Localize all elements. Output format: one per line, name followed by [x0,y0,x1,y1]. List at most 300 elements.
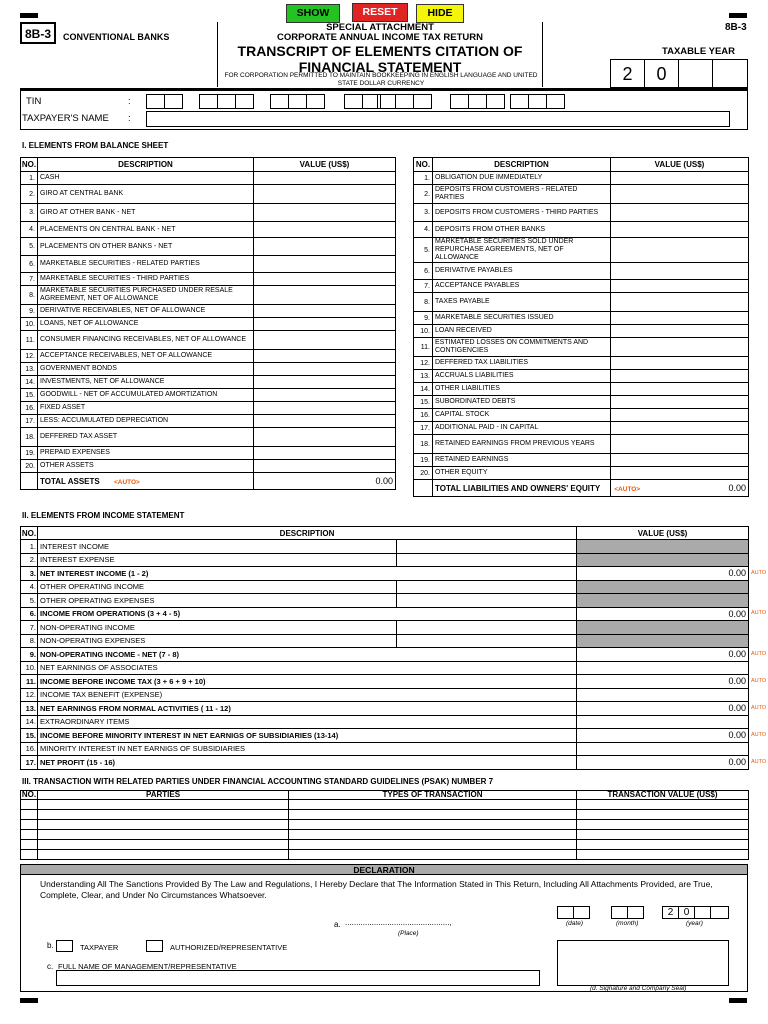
value-input[interactable] [611,338,749,357]
bank-type-label: CONVENTIONAL BANKS [63,32,170,42]
row-no: 3. [21,567,38,581]
row-description: ACCEPTANCE PAYABLES [433,280,611,293]
tin-digit-box[interactable] [413,94,432,109]
value-input[interactable] [397,634,577,648]
row-description: DEPOSITS FROM CUSTOMERS - THIRD PARTIES [433,204,611,222]
total-row [414,480,749,497]
transaction-value-input[interactable] [577,820,749,830]
tin-label: TIN [26,96,42,107]
total-label-text: TOTAL ASSETS [40,476,100,486]
row-description: NON-OPERATING INCOME - NET (7 - 8) [38,648,577,662]
row-description: LOAN RECEIVED [433,325,611,338]
row-no: 10. [21,318,38,331]
table-row [21,305,396,318]
table-row [21,172,396,185]
table-row [21,363,396,376]
row-no: 2. [414,185,433,204]
shaded-cell [577,621,749,635]
row-description: NON-OPERATING EXPENSES [38,634,397,648]
taxable-year-field[interactable] [610,59,748,88]
row-description: PREPAID EXPENSES [38,447,254,460]
table-row [414,409,749,422]
row-description: MARKETABLE SECURITIES - RELATED PARTIES [38,256,254,273]
row-no: 11. [21,675,38,689]
row-description: NON-OPERATING INCOME [38,621,397,635]
transaction-value-input[interactable] [577,830,749,840]
row-no: 4. [414,222,433,238]
table-row [21,580,749,594]
parties-input[interactable] [38,800,289,810]
table-row [21,634,749,648]
row-description: DEFFERED TAX ASSET [38,428,254,447]
year-digit[interactable] [678,59,713,88]
row-description: NET INTEREST INCOME (1 - 2) [38,567,577,581]
taxpayer-checkbox[interactable] [56,940,73,952]
table-row [21,553,749,567]
value-input[interactable] [254,318,396,331]
total-value: 0.00 [577,607,749,621]
value-input[interactable] [254,331,396,350]
parties-input[interactable] [38,850,289,860]
row-description: NET EARNINGS OF ASSOCIATES [38,661,577,675]
table-row [414,467,749,480]
value-input[interactable] [611,325,749,338]
total-value: 0.00 [254,473,396,490]
value-input[interactable] [611,383,749,396]
value-input[interactable] [254,238,396,256]
shaded-cell [577,580,749,594]
row-description: DEPOSITS FROM CUSTOMERS - RELATED PARTIES [433,185,611,204]
transaction-value-input[interactable] [577,810,749,820]
table-row [414,338,749,357]
table-row [21,742,749,756]
value-input[interactable] [611,454,749,467]
row-description: MARKETABLE SECURITIES - THIRD PARTIES [38,273,254,286]
year-digit[interactable] [710,906,729,919]
reset-button[interactable]: RESET [352,3,408,22]
value-input[interactable] [611,467,749,480]
year-digit[interactable] [712,59,748,88]
row-description: GOODWILL - NET OF ACCUMULATED AMORTIZATION [38,389,254,402]
tin-digit-box[interactable] [270,94,289,109]
row-no: 16. [21,402,38,415]
value-input[interactable] [254,428,396,447]
value-input[interactable] [611,280,749,293]
row-description: GIRO AT CENTRAL BANK [38,185,254,204]
value-input[interactable] [611,409,749,422]
row-description: LESS: ACCUMULATED DEPRECIATION [38,415,254,428]
table-row [21,850,749,860]
table-row [414,172,749,185]
tin-digit-box[interactable] [450,94,469,109]
col-types: TYPES OF TRANSACTION [289,791,577,800]
special-attachment-label: SPECIAL ATTACHMENT [326,22,434,33]
table-row [21,428,396,447]
shaded-cell [577,553,749,567]
table-row [21,830,749,840]
tin-digit-box[interactable] [344,94,363,109]
value-input[interactable] [611,422,749,435]
value-input[interactable] [577,688,749,702]
row-description: CASH [38,172,254,185]
table-row [21,204,396,222]
year-digit[interactable]: 2 [662,906,679,919]
value-input[interactable] [611,435,749,454]
value-input[interactable] [611,238,749,263]
types-input[interactable] [289,820,577,830]
row-description: INCOME FROM OPERATIONS (3 + 4 - 5) [38,607,577,621]
table-row [21,350,396,363]
value-input[interactable] [611,172,749,185]
total-label-text: TOTAL LIABILITIES AND OWNERS' EQUITY [435,483,601,493]
tin-digit-box[interactable] [199,94,218,109]
row-description: INCOME BEFORE MINORITY INTEREST IN NET EARNIGS OF SUBSIDIARIES (13-14) [38,729,577,743]
row-no: 4. [21,222,38,238]
form-code: 8B-3 [24,27,51,41]
table-row [21,567,749,581]
row-no: 8. [21,286,38,305]
row-no: 18. [21,428,38,447]
table-row [21,702,749,716]
value-input[interactable] [611,204,749,222]
place-input[interactable]: ..............................................., [345,918,452,927]
row-description: RETAINED EARNINGS [433,454,611,467]
date-digit[interactable] [557,906,574,919]
tin-digit-box[interactable] [306,94,325,109]
value-input[interactable] [611,357,749,370]
transaction-value-input[interactable] [577,850,749,860]
item-b-label: b. [47,941,54,950]
registration-mark [20,998,38,1003]
value-input[interactable] [397,621,577,635]
table-row [414,238,749,263]
transaction-value-input[interactable] [577,840,749,850]
shaded-cell [577,594,749,608]
table-row [21,688,749,702]
col-description: DESCRIPTION [38,158,254,172]
table-row [21,756,749,770]
value-input[interactable] [254,185,396,204]
hide-button[interactable]: HIDE [416,4,464,23]
form-code-box [20,22,56,44]
section2-title: II. ELEMENTS FROM INCOME STATEMENT [22,511,185,520]
declaration-title: DECLARATION [20,864,748,875]
tin-digit-box[interactable] [510,94,529,109]
taxpayer-name-label: TAXPAYER'S NAME [22,113,109,124]
value-input[interactable] [254,204,396,222]
year-digit[interactable]: 0 [678,906,695,919]
value-input[interactable] [254,447,396,460]
value-input[interactable] [397,580,577,594]
value-input[interactable] [611,263,749,280]
total-label [433,480,641,497]
total-row [21,473,396,490]
parties-input[interactable] [38,810,289,820]
row-no: 10. [21,661,38,675]
row-no: 9. [21,648,38,662]
row-description: CONSUMER FINANCING RECEIVABLES, NET OF ALLOWANCE [38,331,254,350]
tin-digit-box[interactable] [377,94,396,109]
value-input[interactable] [577,715,749,729]
total-value: 0.00 [577,567,749,581]
table-row [21,607,749,621]
table-row [21,460,396,473]
fullname-input[interactable] [56,970,540,986]
row-description: NET EARNINGS FROM NORMAL ACTIVITIES ( 11 - 12) [38,702,577,716]
row-description: DERIVATIVE RECEIVABLES, NET OF ALLOWANCE [38,305,254,318]
shaded-cell [577,540,749,554]
table-row [21,286,396,305]
row-no: 19. [21,447,38,460]
value-input[interactable] [254,305,396,318]
value-input[interactable] [254,376,396,389]
table-row [21,820,749,830]
row-no: 5. [21,594,38,608]
row-description: GOVERNMENT BONDS [38,363,254,376]
value-input[interactable] [254,363,396,376]
col-description: DESCRIPTION [433,158,611,172]
row-no: 14. [21,715,38,729]
total-value: 0.00 [577,675,749,689]
value-input[interactable] [611,370,749,383]
parties-input[interactable] [38,830,289,840]
name-colon: : [128,113,131,124]
row-description: OTHER ASSETS [38,460,254,473]
row-description: EXTRAORDINARY ITEMS [38,715,577,729]
row-description: MINORITY INTEREST IN NET EARNIGS OF SUBSIDIARIES [38,742,577,756]
row-no: 17. [21,756,38,770]
tin-digit-box[interactable] [546,94,565,109]
row-no: 19. [414,454,433,467]
value-input[interactable] [397,540,577,554]
table-row [21,621,749,635]
tin-digit-box[interactable] [395,94,414,109]
table-row [21,840,749,850]
value-input[interactable] [254,460,396,473]
row-no: 14. [414,383,433,396]
value-input[interactable] [611,222,749,238]
row-description: INCOME TAX BENEFIT (EXPENSE) [38,688,577,702]
row-description: MARKETABLE SECURITIES PURCHASED UNDER RESALE AGREEMENT, NET OF ALLOWANCE [38,286,254,305]
transaction-value-input[interactable] [577,800,749,810]
auto-tag: AUTO [751,731,767,738]
row-description: ACCRUALS LIABILITIES [433,370,611,383]
show-button[interactable]: SHOW [286,4,340,23]
row-no: 1. [21,540,38,554]
value-input[interactable] [254,415,396,428]
auto-tag: AUTO [751,677,767,684]
types-input[interactable] [289,810,577,820]
taxable-year-label: TAXABLE YEAR [662,46,736,57]
authorized-checkbox-label: AUTHORIZED/REPRESENTATIVE [170,943,288,952]
row-no: 11. [21,331,38,350]
page-title-line2: FINANCIAL STATEMENT [298,59,462,75]
row-description: OTHER OPERATING EXPENSES [38,594,397,608]
date-label: (date) [566,920,583,927]
year-digit[interactable] [694,906,711,919]
table-row [414,280,749,293]
table-row [21,331,396,350]
tin-digit-box[interactable] [217,94,236,109]
value-input[interactable] [254,273,396,286]
row-no: 20. [21,460,38,473]
total-value: 0.00 [577,648,749,662]
tin-digit-box[interactable] [164,94,183,109]
tin-digit-box[interactable] [528,94,547,109]
row-description: RETAINED EARNINGS FROM PREVIOUS YEARS [433,435,611,454]
total-value: 0.00 [577,729,749,743]
table-row [21,222,396,238]
row-description: LOANS, NET OF ALLOWANCE [38,318,254,331]
types-input[interactable] [289,800,577,810]
row-no [21,830,38,840]
parties-input[interactable] [38,840,289,850]
tin-digit-box[interactable] [235,94,254,109]
header-divider [542,22,543,87]
month-digit[interactable] [627,906,644,919]
col-value: VALUE (US$) [254,158,396,172]
row-description: NET PROFIT (15 - 16) [38,756,577,770]
table-row [21,402,396,415]
row-no [21,810,38,820]
parties-input[interactable] [38,820,289,830]
row-no: 2. [21,553,38,567]
table-row [21,415,396,428]
section3-title: III. TRANSACTION WITH RELATED PARTIES UNDER FINANCIAL ACCOUNTING STANDARD GUIDELINES (PSAK) NUMBER 7 [22,777,494,786]
row-description: GIRO AT OTHER BANK - NET [38,204,254,222]
col-transaction-value: TRANSACTION VALUE (US$) [577,791,749,800]
value-input[interactable] [611,396,749,409]
col-parties: PARTIES [38,791,289,800]
value-input[interactable] [254,402,396,415]
row-description: OTHER LIABILITIES [433,383,611,396]
month-digit[interactable] [611,906,628,919]
row-no [21,820,38,830]
value-input[interactable] [254,172,396,185]
taxpayer-name-input[interactable] [146,111,730,127]
row-description: OBLIGATION DUE IMMEDIATELY [433,172,611,185]
year-digit[interactable]: 0 [644,59,679,88]
row-no: 5. [21,238,38,256]
types-input[interactable] [289,830,577,840]
row-no: 10. [414,325,433,338]
year-label: (year) [686,920,703,927]
col-no: NO. [21,528,37,538]
row-no [21,473,38,490]
row-no: 17. [21,415,38,428]
table-row [21,594,749,608]
signature-box[interactable] [557,940,729,986]
row-no: 13. [414,370,433,383]
row-description: ESTIMATED LOSSES ON COMMITMENTS AND CONTIGENCIES [433,338,611,357]
year-digit[interactable]: 2 [610,59,645,88]
row-no: 16. [21,742,38,756]
tin-digit-box[interactable] [468,94,487,109]
row-no: 5. [414,238,433,263]
value-input[interactable] [397,594,577,608]
table-row [414,454,749,467]
row-description: FIXED ASSET [38,402,254,415]
row-no: 9. [414,312,433,325]
value-input[interactable] [254,256,396,273]
month-label: (month) [616,920,639,927]
registration-mark [729,13,747,18]
table-row [414,325,749,338]
registration-mark [729,998,747,1003]
value-input[interactable] [611,293,749,312]
auto-tag: AUTO [751,758,767,765]
auto-tag: <AUTO> [614,485,641,493]
total-label [38,473,254,490]
col-description: DESCRIPTION [38,527,577,540]
row-no [21,840,38,850]
authorized-checkbox[interactable] [146,940,163,952]
value-input[interactable] [254,222,396,238]
auto-tag: AUTO [751,610,767,616]
auto-tag: AUTO [751,569,767,576]
col-value: VALUE (US$) [577,527,749,540]
value-input[interactable] [254,350,396,363]
value-input[interactable] [611,185,749,204]
row-no: 7. [414,280,433,293]
types-input[interactable] [289,840,577,850]
tin-digit-box[interactable] [146,94,165,109]
signature-label: (d. Signature and Company Seal) [590,985,687,992]
value-input[interactable] [577,742,749,756]
value-input[interactable] [254,389,396,402]
row-description: DEFFERED TAX LIABILITIES [433,357,611,370]
row-no: 8. [21,634,38,648]
row-no: 12. [414,357,433,370]
col-no: NO. [21,158,38,172]
table-row [21,447,396,460]
row-description: ACCEPTANCE RECEIVABLES, NET OF ALLOWANCE [38,350,254,363]
col-no: NO. [21,790,37,799]
types-input[interactable] [289,850,577,860]
value-input[interactable] [397,553,577,567]
table-row [414,383,749,396]
col-value: VALUE (US$) [611,158,749,172]
row-description: INVESTMENTS, NET OF ALLOWANCE [38,376,254,389]
value-input[interactable] [611,312,749,325]
value-input[interactable] [254,286,396,305]
row-description: TAXES PAYABLE [433,293,611,312]
table-row [414,396,749,409]
tin-digit-box[interactable] [288,94,307,109]
tin-colon: : [128,96,131,107]
taxpayer-checkbox-label: TAXPAYER [80,943,119,952]
table-row [21,661,749,675]
row-no: 15. [21,729,38,743]
tin-digit-box[interactable] [486,94,505,109]
shaded-cell [577,634,749,648]
row-no: 15. [21,389,38,402]
row-description: ADDITIONAL PAID - IN CAPITAL [433,422,611,435]
row-no: 13. [21,363,38,376]
total-value: 0.00 [577,756,749,770]
table-row [414,204,749,222]
row-no: 17. [414,422,433,435]
date-digit[interactable] [573,906,590,919]
row-no: 9. [21,305,38,318]
table-row [21,715,749,729]
table-row [414,263,749,280]
table-row [21,810,749,820]
value-input[interactable] [577,661,749,675]
item-a-label: a. [334,920,341,929]
table-row [414,435,749,454]
row-description: PLACEMENTS ON CENTRAL BANK - NET [38,222,254,238]
